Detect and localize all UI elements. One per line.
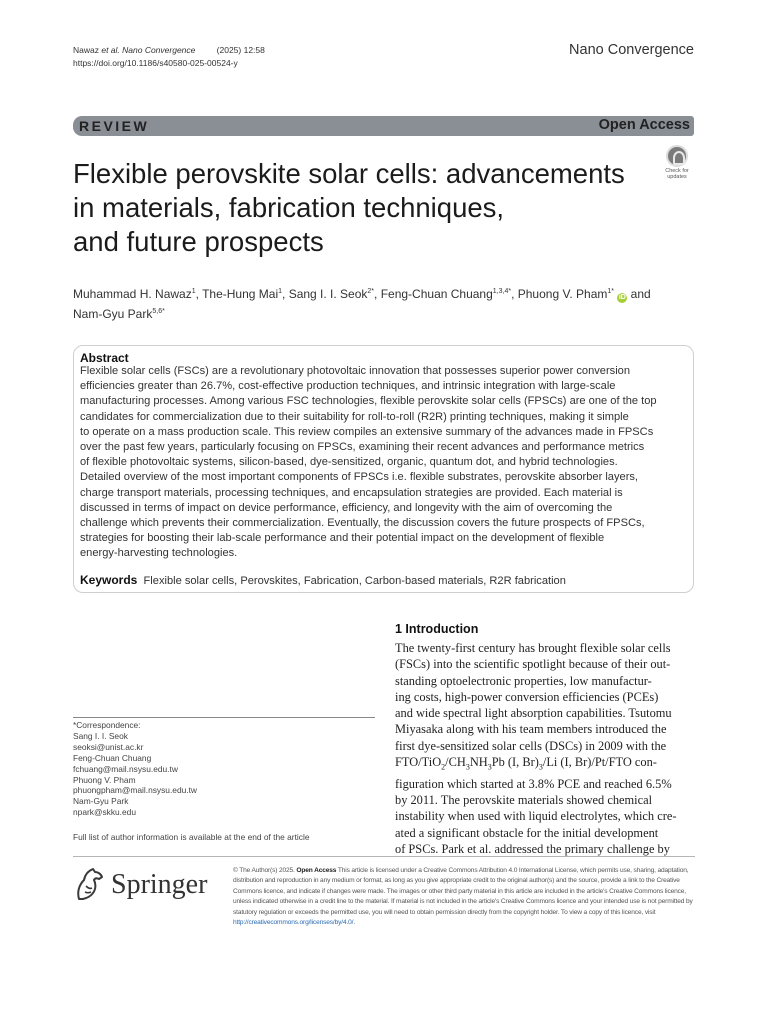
intro-line: ated a significant obstacle for the initial development: [395, 825, 659, 840]
title-line: and future prospects: [73, 226, 324, 257]
correspondence-author: Feng-Chuan Chuang: [73, 752, 152, 763]
abstract-line: charge transport materials, processing techniques, and encapsulation strategies are provided. Each material is: [80, 486, 623, 499]
abstract-text: [80, 364, 688, 562]
divider: [73, 856, 695, 857]
author-affiliation: 1: [278, 288, 283, 295]
author-affiliation: 1*: [607, 288, 614, 295]
abstract-line: over the past few years, particularly focusing on FPSCs, examining their recent advances and performance metrics: [80, 441, 645, 454]
abstract-line: efficiencies greater than 26.7%, cost-effective production techniques, and intrinsic integration with large-scale: [80, 380, 616, 393]
formula-sub: 3: [538, 762, 543, 772]
license-link[interactable]: http://creativecommons.org/licenses/by/4.0/: [233, 919, 354, 927]
intro-line: (FSCs) into the scientific spotlight because of their out-: [395, 657, 671, 672]
copyright: © The Author(s) 2025.: [233, 867, 295, 874]
citation-year: (2025) 12:58: [216, 45, 265, 55]
abstract-line: discussed in terms of impact on device performance, efficiency, and longevity with the aim of overcoming the: [80, 501, 613, 514]
intro-line: standing optoelectronic properties, low manufactur-: [395, 673, 652, 688]
author-affiliation: 2*: [367, 288, 375, 295]
section-heading: 1 Introduction: [395, 622, 479, 636]
crossmark-label: [657, 168, 697, 180]
correspondence-email[interactable]: phuongpham@mail.nsysu.edu.tw: [73, 785, 197, 796]
abstract-line: challenge which prevents their commercialization. Eventually, the discussion covers the future prospects of FPSCs,: [80, 517, 645, 530]
intro-line: figuration which started at 3.8% PCE and reached 6.5%: [395, 776, 672, 791]
citation-line: [73, 44, 265, 57]
formula-part: /Li (I, Br)/Pt/FTO con-: [542, 755, 657, 770]
intro-line: ing costs, high-power conversion efficiencies (PCEs): [395, 689, 659, 704]
intro-line: by 2011. The perovskite materials showed chemical: [395, 793, 653, 808]
author-name: Sang I. I. Seok: [288, 287, 368, 301]
abstract-heading: Abstract: [80, 351, 129, 365]
formula-part: Pb (I, Br): [491, 755, 539, 770]
publisher-name: Springer: [111, 869, 208, 900]
author-affiliation: 1: [191, 288, 196, 295]
license-text: This article is licensed under a Creative Commons Attribution 4.0 International License, which permits use, sharing, adaptation, distribution and reproduction in any medium or format, as long as you give appropriate credit to the original author(s) and the source, provide a link to the Creative Commons licence, and indicate if changes were made. The images or other third party material in this article are included in the article's Creative Commons licence, unless indicated otherwise in a credit line to the material. If material is not included in the article's Creative Commons licence and your intended use is not permitted by statutory regulation or exceeds the permitted use, you will need to obtain permission directly from the copyright holder. To view a copy of this licence, visit: [233, 867, 693, 916]
open-access-note: Open Access: [296, 867, 337, 874]
introduction-text: [395, 640, 695, 857]
author-name: Phuong V. Pham: [517, 287, 608, 301]
author-list: Muhammad H. Nawaz$^1$, The-Hung Mai$^1$, Sang I. I. Seok$^{2*}$, Feng-Chuan Chuang$^{1,3,4*}$, Phuong V. Pham$^{1*}$ iD and Nam-Gyu Park$^{5,6*}$: [73, 287, 651, 321]
crossmark-icon: [666, 145, 688, 167]
abstract-line: manufacturing processes. Among various FSC technologies, flexible perovskite solar cells (FPSCs) are one of the top: [80, 395, 657, 408]
author-name: The-Hung Mai: [202, 287, 279, 301]
article-type-label: REVIEW: [79, 118, 150, 134]
author-conjunction: and: [627, 287, 651, 301]
license-end: .: [353, 919, 356, 927]
keywords-label: Keywords: [80, 573, 138, 587]
correspondence-block: [73, 720, 373, 818]
intro-line-formula: [395, 754, 695, 776]
intro-line: and wide spectral light absorption capabilities. Tsutomu: [395, 706, 672, 721]
springer-logo: [73, 866, 223, 906]
formula-sub: 3: [465, 762, 470, 772]
correspondence-email[interactable]: fchuang@mail.nsysu.edu.tw: [73, 763, 178, 774]
intro-line: of PSCs. Park et al. addressed the primary challenge by: [395, 842, 670, 857]
article-type-banner: [73, 116, 694, 136]
correspondence-email[interactable]: npark@skku.edu: [73, 807, 136, 818]
formula-part: FTO/TiO: [395, 755, 442, 770]
author-affiliation: 5,6*: [152, 308, 165, 315]
author-affiliation: 1,3,4*: [492, 288, 512, 295]
keywords: [80, 573, 566, 587]
springer-horse-icon: [73, 866, 107, 902]
abstract-line: strategies for boosting their lab-scale performance and their potential impact on the development of flexible: [80, 532, 605, 545]
intro-line: instability when used with liquid electrolytes, which cre-: [395, 809, 677, 824]
crossmark-line: updates: [667, 174, 687, 180]
check-for-updates-button[interactable]: [657, 145, 697, 185]
correspondence-author: Phuong V. Pham: [73, 774, 136, 785]
abstract-line: to operate on a mass production scale. This review compiles an extensive summary of the advances made in FPSCs: [80, 425, 654, 438]
correspondence-label: *Correspondence:: [73, 720, 141, 730]
author-name: Muhammad H. Nawaz: [73, 287, 192, 301]
open-access-label: Open Access: [598, 117, 690, 133]
orcid-icon[interactable]: iD: [618, 294, 626, 301]
formula-part: NH: [469, 755, 488, 770]
abstract-line: candidates for commercialization due to their suitability for roll-to-roll (R2R) printing techniques, making it simple: [80, 410, 629, 423]
crossmark-line: Check for: [665, 168, 689, 174]
license-notice: [233, 866, 695, 928]
formula-sub: 2: [441, 762, 446, 772]
author-info-note: Full list of author information is available at the end of the article: [73, 832, 310, 842]
citation: [73, 44, 265, 70]
formula-part: /CH: [445, 755, 466, 770]
keywords-list: Flexible solar cells, Perovskites, Fabrication, Carbon-based materials, R2R fabrication: [143, 575, 566, 587]
abstract-line: of flexible photovoltaic systems, silicon-based, dye-sensitized, organic, quantum dot, and hybrid technologies.: [80, 456, 618, 469]
author-name: Feng-Chuan Chuang: [380, 287, 493, 301]
correspondence-author: Sang I. I. Seok: [73, 730, 128, 741]
abstract-line: energy-harvesting technologies.: [80, 547, 238, 560]
doi-link[interactable]: https://doi.org/10.1186/s40580-025-00524-y: [73, 58, 238, 68]
journal-name: Nano Convergence: [569, 42, 694, 58]
article-title: [73, 157, 653, 259]
correspondence-author: Nam-Gyu Park: [73, 796, 129, 807]
title-line: Flexible perovskite solar cells: advancements: [73, 158, 625, 189]
abstract-line: Detailed overview of the most important components of FPSCs i.e. flexible substrates, perovskite absorber layers,: [80, 471, 639, 484]
correspondence-email[interactable]: seoksi@unist.ac.kr: [73, 741, 144, 752]
formula-sub: 3: [487, 762, 492, 772]
abstract-line: Flexible solar cells (FSCs) are a revolutionary photovoltaic innovation that possesses superior power conversion: [80, 365, 631, 377]
citation-authors: Nawaz: [73, 45, 99, 55]
intro-line: Miyasaka along with his team members introduced the: [395, 722, 667, 737]
intro-line: first dye-sensitized solar cells (DSCs) in 2009 with the: [395, 738, 667, 753]
citation-journal: et al. Nano Convergence: [98, 45, 196, 55]
intro-line: The twenty-first century has brought flexible solar cells: [395, 641, 671, 655]
title-line: in materials, fabrication techniques,: [73, 192, 505, 223]
divider: [73, 717, 375, 718]
author-name: Nam-Gyu Park: [73, 307, 153, 321]
